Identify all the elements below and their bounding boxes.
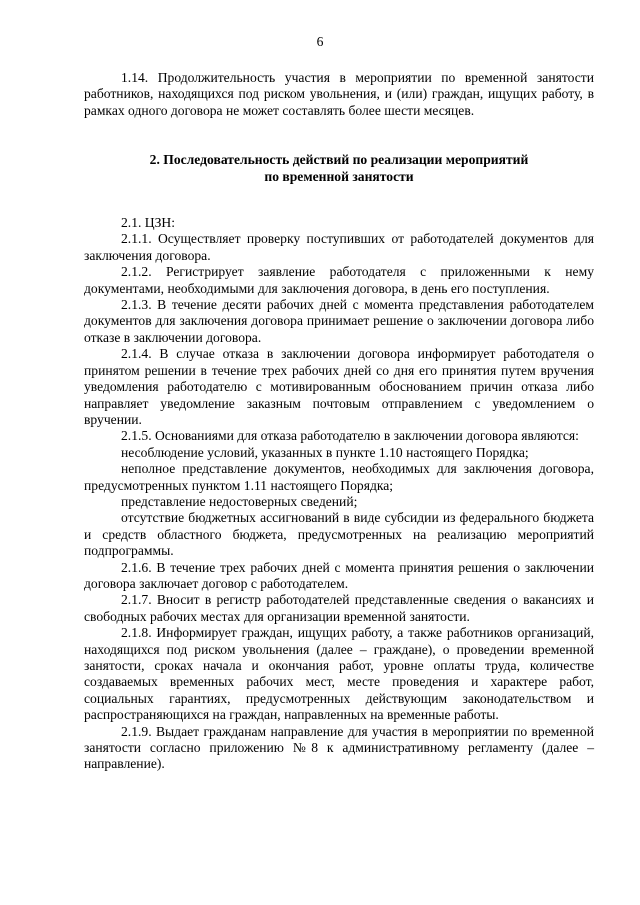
paragraph-2-1: 2.1. ЦЗН: xyxy=(121,215,176,231)
section-heading-line-1: 2. Последовательность действий по реализации мероприятий xyxy=(149,152,529,168)
ground-item: представление недостоверных сведений; xyxy=(121,493,358,509)
section-heading xyxy=(84,152,594,185)
ground-item: несоблюдение условий, указанных в пункте 1.10 настоящего Порядка; xyxy=(121,444,529,460)
ground-item: неполное представление документов, необходимых для заключения договора, предусмотренных пунктом 1.11 настоящего Порядка; xyxy=(84,461,594,493)
paragraph-1-14: 1.14. Продолжительность участия в мероприятии по временной занятости работников, находящихся под риском увольнения, и (или) граждан, ищущих работу, в рамках одного договора не может составлять более шести месяцев. xyxy=(84,70,594,118)
section-heading-line-2: по временной занятости xyxy=(264,168,414,184)
paragraph-2-1-3: 2.1.3. В течение десяти рабочих дней с момента представления работодателем документов для заключения договора принимает решение о заключении договора либо отказе в заключении договора. xyxy=(84,297,594,345)
paragraph-2-1-8: 2.1.8. Информирует граждан, ищущих работу, а также работников организаций, находящихся под риском увольнения (далее – граждане), о проведении временной занятости, сроках начала и окончания работ, уровне оплаты труда, количестве создаваемых временных рабочих мест, месте проведения и характере работ, социальных гарантиях, предусмотренных действующим законодательством и распространяющихся на граждан, направленных на временные работы. xyxy=(84,625,594,723)
paragraph-2-1-5: 2.1.5. Основаниями для отказа работодателю в заключении договора являются: xyxy=(121,428,579,444)
paragraph-2-1-6: 2.1.6. В течение трех рабочих дней с момента принятия решения о заключении договора заключает договор с работодателем. xyxy=(84,559,594,591)
paragraph-2-1-2: 2.1.2. Регистрирует заявление работодателя с приложенными к нему документами, необходимыми для заключения договора, в день его поступления. xyxy=(84,264,594,296)
paragraph-2-1-4: 2.1.4. В случае отказа в заключении договора информирует работодателя о принятом решении в течение трех рабочих дней со дня его принятия путем вручения уведомления работодателю с мотивированным обоснованием причин отказа либо направляет уведомление заказным почтовым отправлением с уведомлением о вручении. xyxy=(84,346,594,427)
paragraph-2-1-1: 2.1.1. Осуществляет проверку поступивших от работодателей документов для заключения договора. xyxy=(84,231,594,263)
document-body xyxy=(84,70,594,773)
paragraph-2-1-7: 2.1.7. Вносит в регистр работодателей представленные сведения о вакансиях и свободных рабочих местах для организации временной занятости. xyxy=(84,592,594,624)
ground-item: отсутствие бюджетных ассигнований в виде субсидии из федерального бюджета и средств областного бюджета, предусмотренных на реализацию мероприятий подпрограммы. xyxy=(84,510,594,559)
page-number: 6 xyxy=(316,34,324,49)
paragraph-2-1-9: 2.1.9. Выдает гражданам направление для участия в мероприятии по временной занятости согласно приложению №8 к административному регламенту (далее – направление). xyxy=(84,723,594,772)
